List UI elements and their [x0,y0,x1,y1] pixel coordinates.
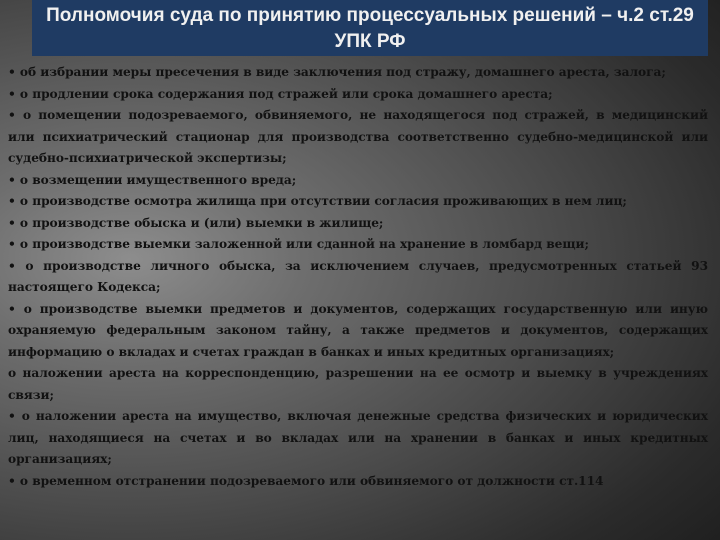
slide-title-bar [32,0,708,56]
slide-body [8,62,708,492]
list-item: • о производстве личного обыска, за исключением случаев, предусмотренных статьей 93 настоящего Кодекса; [8,258,708,294]
list-item: • о производстве осмотра жилища при отсутствии согласия проживающих в нем лиц; [8,194,627,208]
list-item: • о производстве обыска и (или) выемки в жилище; [8,215,384,230]
list-item: • о возмещении имущественного вреда; [8,172,297,187]
list-item: • о продлении срока содержания под стражей или срока домашнего ареста; [8,86,553,101]
list-item: о наложении ареста на корреспонденцию, разрешении на ее осмотр и выемку в учреждениях связи; [8,366,708,402]
list-item: • об избрании меры пресечения в виде заключения под стражу, домашнего ареста, залога; [8,65,666,79]
list-item: • о производстве выемки заложенной или сданной на хранение в ломбард вещи; [8,237,589,251]
slide-title: Полномочия суда по принятию процессуальных решений – ч.2 ст.29 УПК РФ [46,4,694,52]
list-item: • о временном отстранении подозреваемого или обвиняемого от должности ст.114 [8,473,604,488]
list-item: • о наложении ареста на имущество, включая денежные средства физических и юридических лиц, находящиеся на счетах и во вкладах или на хранении в банках и иных кредитных организациях; [8,409,708,466]
list-item: • о производстве выемки предметов и документов, содержащих государственную или иную охраняемую федеральным законом тайну, а также предметов и документов, содержащих информацию о вкладах и счетах граждан в банках и иных кредитных организациях; [8,301,708,359]
list-item: • о помещении подозреваемого, обвиняемого, не находящегося под стражей, в медицинский или психиатрический стационар для производства соответственно судебно-медицинской или судебно-психиатрической экспертизы; [8,108,708,165]
